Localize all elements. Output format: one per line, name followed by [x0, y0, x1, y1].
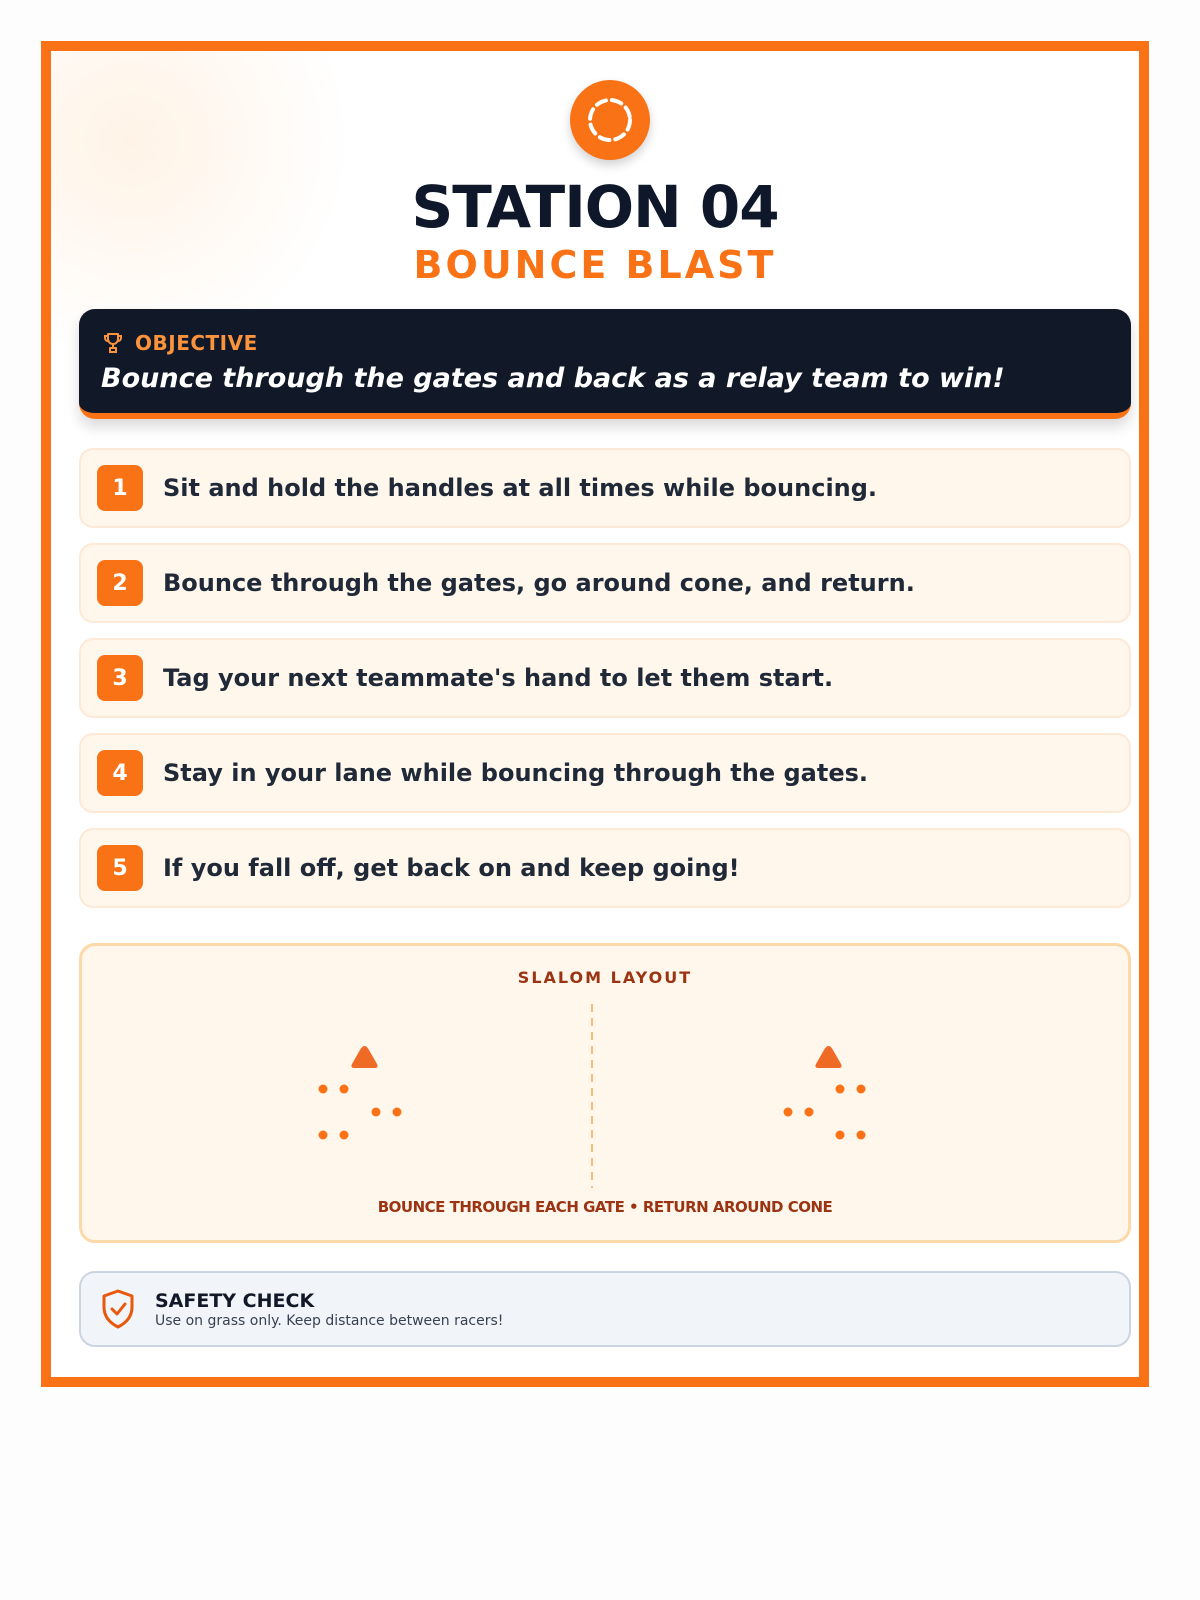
shield-check-icon — [99, 1288, 137, 1330]
rule-item — [79, 543, 1131, 623]
gate-markers — [319, 1085, 402, 1140]
rule-text: Stay in your lane while bouncing through the gates. — [163, 759, 868, 787]
objective-text: Bounce through the gates and back as a relay team to win! — [101, 363, 1005, 394]
rule-item — [79, 638, 1131, 718]
rule-text: If you fall off, get back on and keep going! — [163, 854, 740, 882]
rule-item — [79, 828, 1131, 908]
objective-label: OBJECTIVE — [135, 331, 258, 355]
rule-text: Bounce through the gates, go around cone, and return. — [163, 569, 915, 597]
safety-text: Use on grass only. Keep distance between racers! — [155, 1312, 504, 1329]
rule-item — [79, 733, 1131, 813]
page-title: STATION 04 — [411, 173, 779, 241]
rule-number: 4 — [97, 750, 143, 796]
rule-number: 3 — [97, 655, 143, 701]
rule-number: 5 — [97, 845, 143, 891]
layout-caption: BOUNCE THROUGH EACH GATE • RETURN AROUND CONE — [377, 1198, 833, 1216]
gate-markers — [784, 1085, 866, 1140]
rule-item — [79, 448, 1131, 528]
station-badge — [570, 80, 650, 160]
safety-title: SAFETY CHECK — [155, 1289, 315, 1312]
page-subtitle: BOUNCE BLAST — [413, 243, 777, 287]
rule-number: 1 — [97, 465, 143, 511]
cone-icon — [351, 1046, 377, 1068]
objective-panel — [79, 309, 1131, 419]
trophy-icon — [101, 331, 125, 355]
slalom-diagram — [82, 946, 1128, 1240]
cone-icon — [815, 1046, 841, 1068]
slalom-layout-panel — [79, 943, 1131, 1243]
station-card — [41, 41, 1149, 1387]
rule-number: 2 — [97, 560, 143, 606]
dashed-circle-icon — [584, 94, 636, 146]
rule-text: Sit and hold the handles at all times while bouncing. — [163, 474, 878, 502]
safety-check-panel — [79, 1271, 1131, 1347]
rule-text: Tag your next teammate's hand to let them start. — [163, 664, 834, 692]
layout-title: SLALOM LAYOUT — [517, 968, 693, 987]
